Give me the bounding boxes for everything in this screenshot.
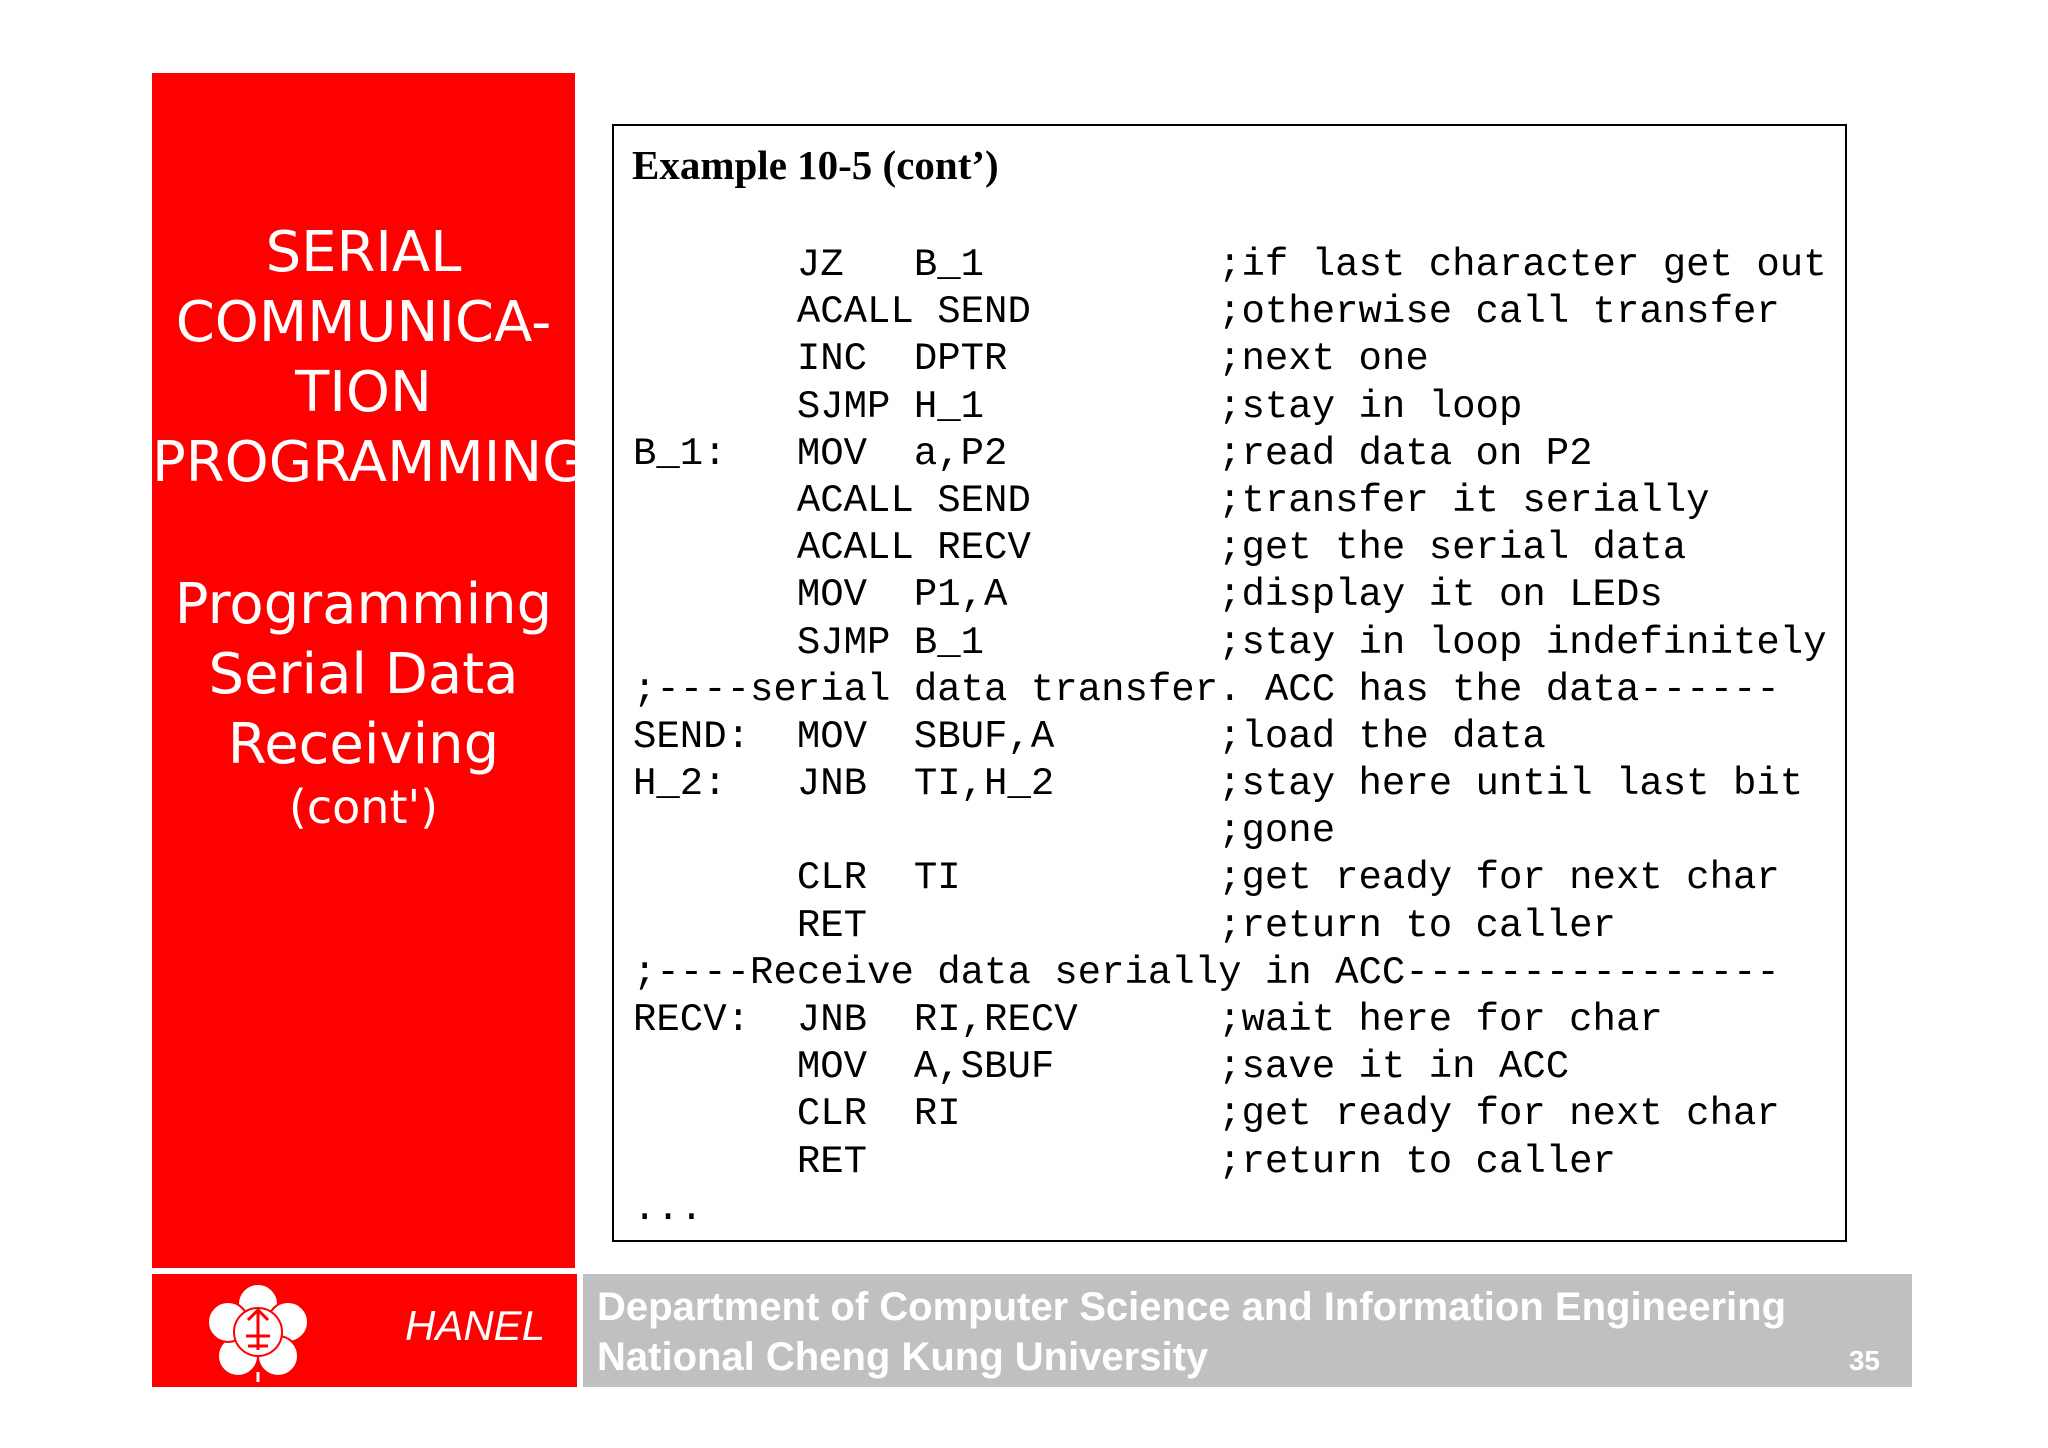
code-line: ;----serial data transfer. ACC has the data------: [633, 667, 1780, 712]
footer-bar: [583, 1274, 1912, 1387]
university-emblem-icon: [202, 1280, 314, 1382]
code-line: MOV P1,A ;display it on LEDs: [633, 573, 1663, 618]
author-name: HANEL: [405, 1302, 546, 1349]
subsection-note: (cont'): [288, 780, 439, 834]
code-line: RET ;return to caller: [633, 1139, 1616, 1184]
code-line: ;gone: [633, 809, 1336, 854]
code-line: H_2: JNB TI,H_2 ;stay here until last bit: [633, 762, 1804, 807]
sidebar: [152, 73, 586, 1268]
code-line: ACALL SEND ;otherwise call transfer: [633, 290, 1780, 335]
code-line: SJMP B_1 ;stay in loop indefinitely: [633, 620, 1827, 665]
code-line: MOV A,SBUF ;save it in ACC: [633, 1045, 1570, 1090]
code-block: [633, 242, 1827, 1233]
code-line: SEND: MOV SBUF,A ;load the data: [633, 714, 1546, 759]
code-line: CLR TI ;get ready for next char: [633, 856, 1780, 901]
page-number: 35: [1848, 1345, 1880, 1376]
code-example-box: [612, 124, 1847, 1242]
logo-block: [152, 1274, 577, 1387]
code-line: B_1: MOV a,P2 ;read data on P2: [633, 431, 1593, 476]
code-line: ...: [633, 1186, 704, 1231]
code-line: ACALL SEND ;transfer it serially: [633, 478, 1710, 523]
code-line: INC DPTR ;next one: [633, 337, 1429, 382]
code-line: SJMP H_1 ;stay in loop: [633, 384, 1523, 429]
code-line: ;----Receive data serially in ACC----------------: [633, 950, 1780, 995]
code-line: JZ B_1 ;if last character get out: [633, 243, 1827, 287]
code-line: RECV: JNB RI,RECV ;wait here for char: [633, 998, 1663, 1042]
code-line: CLR RI ;get ready for next char: [633, 1092, 1780, 1137]
code-line: RET ;return to caller: [633, 903, 1616, 948]
code-line: ACALL RECV ;get the serial data: [633, 526, 1687, 571]
university-name: National Cheng Kung University: [597, 1335, 1209, 1379]
example-title: Example 10-5 (cont’): [632, 142, 999, 188]
department-name: Department of Computer Science and Information Engineering: [597, 1285, 1787, 1329]
section-title: SERIAL COMMUNICA- TION PROGRAMMING: [152, 220, 586, 495]
subsection-title: Programming Serial Data Receiving: [174, 572, 553, 777]
